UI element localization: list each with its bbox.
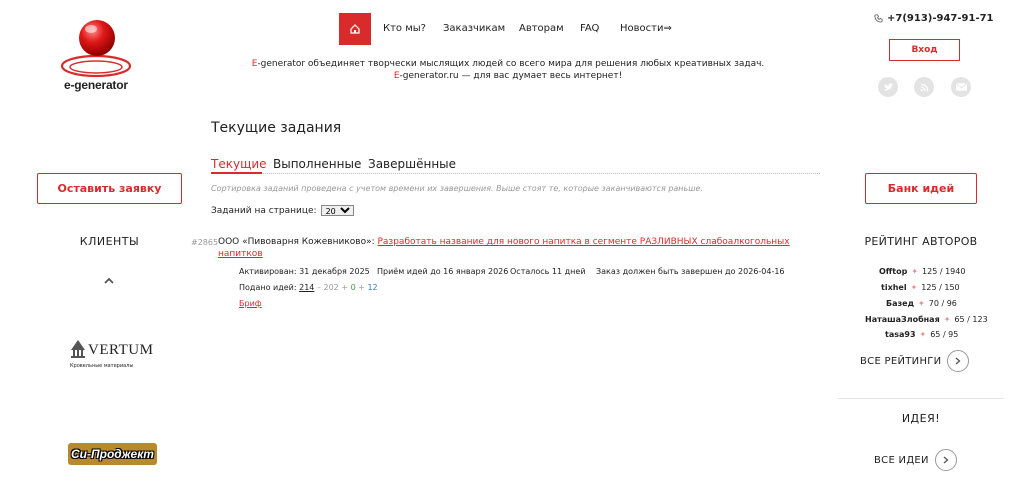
tab-finished[interactable]: Завершённые — [368, 157, 457, 171]
task-client: ООО «Пивоварня Кожевниково»: — [218, 237, 375, 247]
rating-author-name[interactable]: tixhel — [881, 283, 907, 292]
twitter-icon — [883, 83, 894, 92]
ideas-green: 0 — [350, 283, 356, 292]
per-page-select[interactable] — [321, 205, 354, 216]
rating-author-name[interactable]: Offtop — [879, 267, 908, 276]
task-number: #2865 — [191, 238, 219, 247]
leave-request-button[interactable]: Оставить заявку — [37, 173, 182, 204]
rating-row[interactable] — [881, 283, 960, 292]
vertum-text: VERTUM — [88, 342, 154, 358]
active-tab-underline — [211, 172, 262, 174]
arrow-right-icon — [947, 350, 969, 372]
ideas-gray: 202 — [323, 283, 339, 292]
task-title-link[interactable]: Разработать название для нового напитка в сегменте РАЗЛИВНЫХ слабоалкогольных напитков — [218, 237, 790, 259]
rating-score: 65 / 123 — [954, 315, 988, 324]
task-completion: Заказ должен быть завершен до 2026-04-16 — [596, 267, 785, 276]
tagline-text: -generator.ru — для вас думает весь интернет! — [399, 71, 623, 81]
spark-icon: ✦ — [918, 299, 925, 308]
author-rating-title: РЕЙТИНГ АВТОРОВ — [864, 235, 978, 248]
rss-icon — [920, 83, 929, 92]
page-title: Текущие задания — [211, 120, 342, 136]
nav-customers[interactable]: Заказчикам — [443, 23, 506, 34]
tagline-prefix: E — [393, 71, 400, 81]
rating-row[interactable] — [865, 315, 988, 324]
phone-number[interactable] — [874, 13, 994, 24]
task-ideas-count — [239, 283, 378, 292]
email-button[interactable] — [951, 77, 971, 97]
per-page-label: Заданий на странице: — [211, 205, 317, 216]
tab-current[interactable]: Текущие — [211, 157, 267, 171]
rating-score: 70 / 96 — [928, 299, 957, 308]
rating-row[interactable] — [886, 299, 957, 308]
phone-text: +7(913)-947-91-71 — [887, 13, 994, 24]
ideas-dash: – — [316, 283, 321, 292]
per-page-control — [211, 205, 354, 216]
home-button[interactable] — [339, 13, 371, 45]
rating-score: 65 / 95 — [930, 330, 959, 339]
ideas-blue: 12 — [367, 283, 378, 292]
logo-text: e-generator — [64, 78, 128, 92]
right-divider — [838, 398, 1004, 399]
rating-author-name[interactable]: tasa93 — [885, 330, 916, 339]
twitter-button[interactable] — [878, 77, 898, 97]
tagline-prefix: E — [251, 59, 258, 69]
tagline-text: -generator объединяет творчески мыслящих людей со всего мира для решения любых креативных задач. — [257, 59, 765, 69]
ideas-label: Подано идей: — [239, 283, 297, 292]
tabs-divider — [211, 173, 820, 174]
rating-author-name[interactable]: НаташаЗлобная — [865, 315, 940, 324]
spark-icon: ✦ — [910, 283, 918, 292]
nav-faq[interactable]: FAQ — [580, 23, 600, 34]
siproject-logo[interactable] — [68, 443, 157, 465]
task-heading — [218, 236, 798, 260]
chevron-up-icon[interactable] — [102, 276, 116, 286]
all-ideas-link[interactable] — [874, 449, 957, 471]
spark-icon: ✦ — [943, 315, 951, 324]
all-ideas-label: ВСЕ ИДЕИ — [874, 454, 929, 466]
phone-icon — [874, 14, 883, 23]
rating-score: 125 / 150 — [921, 283, 960, 292]
tagline-line-2 — [240, 70, 776, 82]
rating-row[interactable] — [879, 267, 965, 276]
brief-link[interactable]: Бриф — [239, 299, 262, 308]
idea-bank-button[interactable]: Банк идей — [865, 173, 977, 204]
nav-news[interactable]: Новости⇒ — [620, 23, 672, 34]
login-button[interactable]: Вход — [889, 39, 960, 61]
envelope-icon — [956, 83, 967, 91]
spark-icon: ✦ — [911, 267, 919, 276]
task-accepting: Приём идей до 16 января 2026 — [377, 267, 509, 276]
all-ratings-label: ВСЕ РЕЙТИНГИ — [860, 355, 942, 367]
ideas-total[interactable]: 214 — [299, 283, 315, 292]
rss-button[interactable] — [914, 77, 934, 97]
task-remaining: Осталось 11 дней — [510, 267, 586, 276]
rating-author-name[interactable]: Базед — [886, 299, 915, 308]
home-icon — [349, 23, 361, 35]
nav-who-we-are[interactable]: Кто мы? — [383, 23, 426, 34]
all-ratings-link[interactable] — [860, 350, 969, 372]
spark-icon: ✦ — [919, 330, 927, 339]
tagline-line-1 — [240, 58, 776, 70]
ideas-title: ИДЕЯ! — [901, 412, 941, 425]
tab-done[interactable]: Выполненные — [273, 157, 362, 171]
sort-note: Сортировка заданий проведена с учетом времени их завершения. Выше стоят те, которые заканчиваются раньше. — [211, 184, 704, 193]
vertum-subtitle: Кровельные материалы — [70, 363, 134, 369]
ideas-plus: + — [341, 283, 349, 292]
task-activated: Активирован: 31 декабря 2025 — [239, 267, 370, 276]
nav-authors[interactable]: Авторам — [519, 23, 564, 34]
arrow-right-icon — [935, 449, 957, 471]
clients-title: КЛИЕНТЫ — [79, 235, 140, 248]
rating-score: 125 / 1940 — [922, 267, 966, 276]
ideas-plus: + — [358, 283, 365, 292]
rating-row[interactable] — [885, 330, 958, 339]
siproject-text: Си-Проджект — [71, 447, 154, 461]
